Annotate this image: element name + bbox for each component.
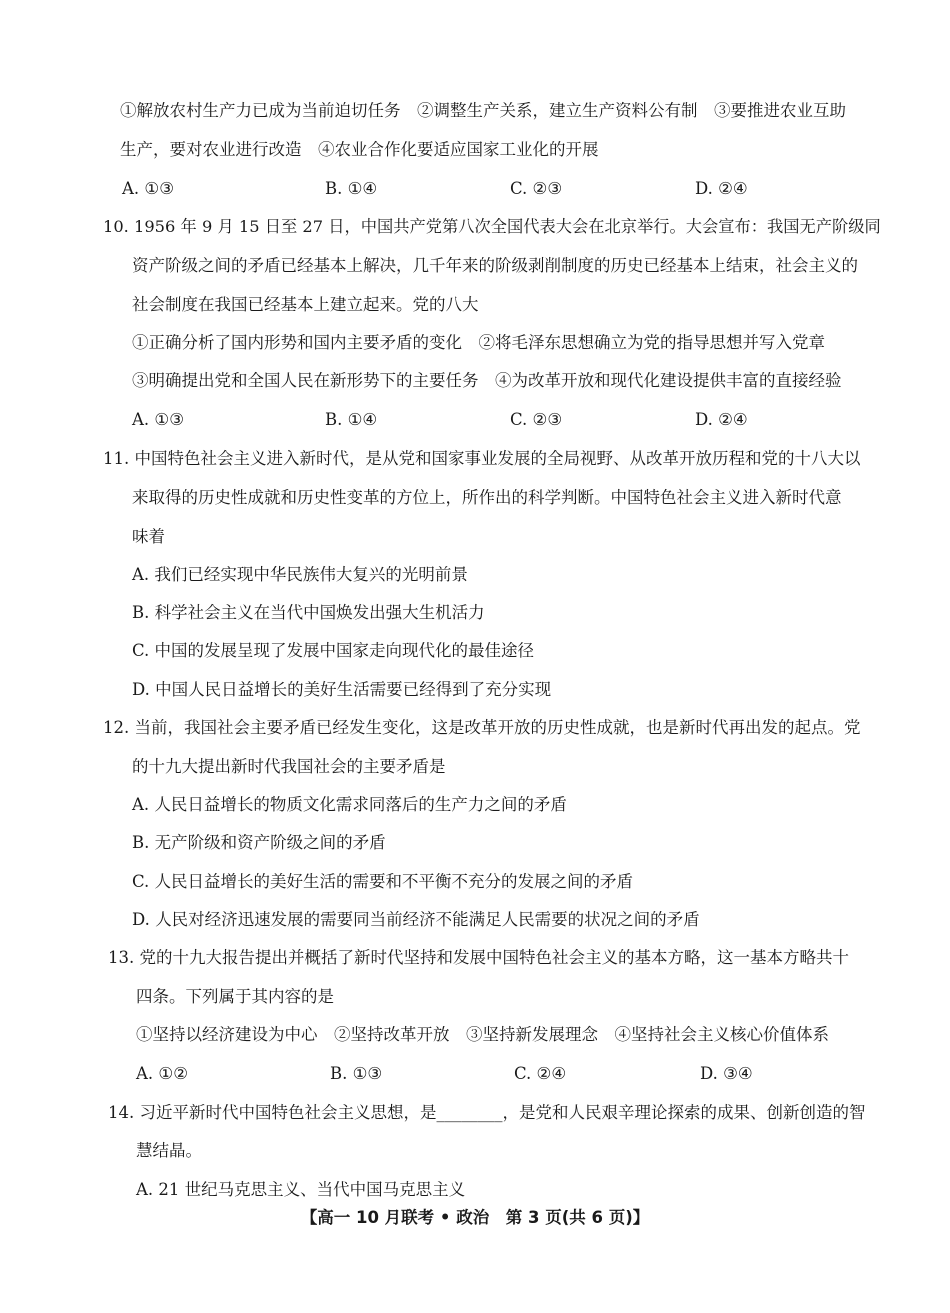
q12-stem-line2: 的十九大提出新时代我国社会的主要矛盾是 bbox=[132, 757, 446, 776]
q10-option-a: A. ①③ bbox=[132, 410, 184, 429]
q11-stem-line2: 来取得的历史性成就和历史性变革的方位上，所作出的科学判断。中国特色社会主义进入新时代意 bbox=[132, 488, 842, 507]
q10-option-d: D. ②④ bbox=[695, 410, 748, 429]
q9-option-a: A. ①③ bbox=[122, 179, 174, 198]
q9-option-c: C. ②③ bbox=[510, 179, 563, 198]
q12-option-b: B. 无产阶级和资产阶级之间的矛盾 bbox=[132, 833, 386, 852]
q9-statements-line2: 生产，要对农业进行改造 ④农业合作化要适应国家工业化的开展 bbox=[120, 140, 599, 159]
q10-option-c: C. ②③ bbox=[510, 410, 563, 429]
q13-option-c: C. ②④ bbox=[514, 1064, 567, 1083]
q13-statements: ①坚持以经济建设为中心 ②坚持改革开放 ③坚持新发展理念 ④坚持社会主义核心价值体系 bbox=[136, 1025, 829, 1044]
q9-option-b: B. ①④ bbox=[325, 179, 378, 198]
q11-option-a: A. 我们已经实现中华民族伟大复兴的光明前景 bbox=[132, 565, 468, 584]
q13-option-a: A. ①② bbox=[136, 1064, 188, 1083]
q10-stem-line2: 资产阶级之间的矛盾已经基本上解决，几千年来的阶级剥削制度的历史已经基本上结束，社会主义的 bbox=[132, 256, 858, 275]
q9-statements-line1: ①解放农村生产力已成为当前迫切任务 ②调整生产关系，建立生产资料公有制 ③要推进农业互助 bbox=[120, 101, 846, 120]
q9-option-d: D. ②④ bbox=[695, 179, 748, 198]
q14-stem-line2: 慧结晶。 bbox=[136, 1141, 202, 1160]
q10-statements-line1: ①正确分析了国内形势和国内主要矛盾的变化 ②将毛泽东思想确立为党的指导思想并写入党章 bbox=[132, 333, 825, 352]
page-footer: 【高一 10 月联考 • 政治 第 3 页(共 6 页)】 bbox=[300, 1208, 650, 1227]
q11-option-c: C. 中国的发展呈现了发展中国家走向现代化的最佳途径 bbox=[132, 641, 535, 660]
q13-option-b: B. ①③ bbox=[330, 1064, 383, 1083]
q12-option-d: D. 人民对经济迅速发展的需要同当前经济不能满足人民需要的状况之间的矛盾 bbox=[132, 910, 700, 929]
q11-option-b: B. 科学社会主义在当代中国焕发出强大生机活力 bbox=[132, 603, 485, 622]
q11-option-d: D. 中国人民日益增长的美好生活需要已经得到了充分实现 bbox=[132, 680, 552, 699]
q10-option-b: B. ①④ bbox=[325, 410, 378, 429]
q13-stem-line2: 四条。下列属于其内容的是 bbox=[136, 987, 334, 1006]
q13-stem-line1: 13. 党的十九大报告提出并概括了新时代坚持和发展中国特色社会主义的基本方略，这一基本方略共十 bbox=[108, 948, 849, 967]
q13-option-d: D. ③④ bbox=[700, 1064, 753, 1083]
q12-option-c: C. 人民日益增长的美好生活的需要和不平衡不充分的发展之间的矛盾 bbox=[132, 872, 634, 891]
q10-statements-line2: ③明确提出党和全国人民在新形势下的主要任务 ④为改革开放和现代化建设提供丰富的直接经验 bbox=[132, 371, 842, 390]
q10-stem-line1: 10. 1956 年 9 月 15 日至 27 日，中国共产党第八次全国代表大会在北京举行。大会宣布：我国无产阶级同 bbox=[103, 217, 881, 236]
q11-stem-line3: 味着 bbox=[132, 527, 165, 546]
q14-stem-line1: 14. 习近平新时代中国特色社会主义思想，是________，是党和人民艰辛理论探索的成果、创新创造的智 bbox=[108, 1103, 866, 1122]
q12-option-a: A. 人民日益增长的物质文化需求同落后的生产力之间的矛盾 bbox=[132, 795, 567, 814]
q10-stem-line3: 社会制度在我国已经基本上建立起来。党的八大 bbox=[132, 295, 479, 314]
q12-stem-line1: 12. 当前，我国社会主要矛盾已经发生变化，这是改革开放的历史性成就，也是新时代再出发的起点。党 bbox=[103, 718, 861, 737]
q14-option-a: A. 21 世纪马克思主义、当代中国马克思主义 bbox=[136, 1180, 466, 1199]
q11-stem-line1: 11. 中国特色社会主义进入新时代，是从党和国家事业发展的全局视野、从改革开放历程和党的十八大以 bbox=[103, 449, 861, 468]
